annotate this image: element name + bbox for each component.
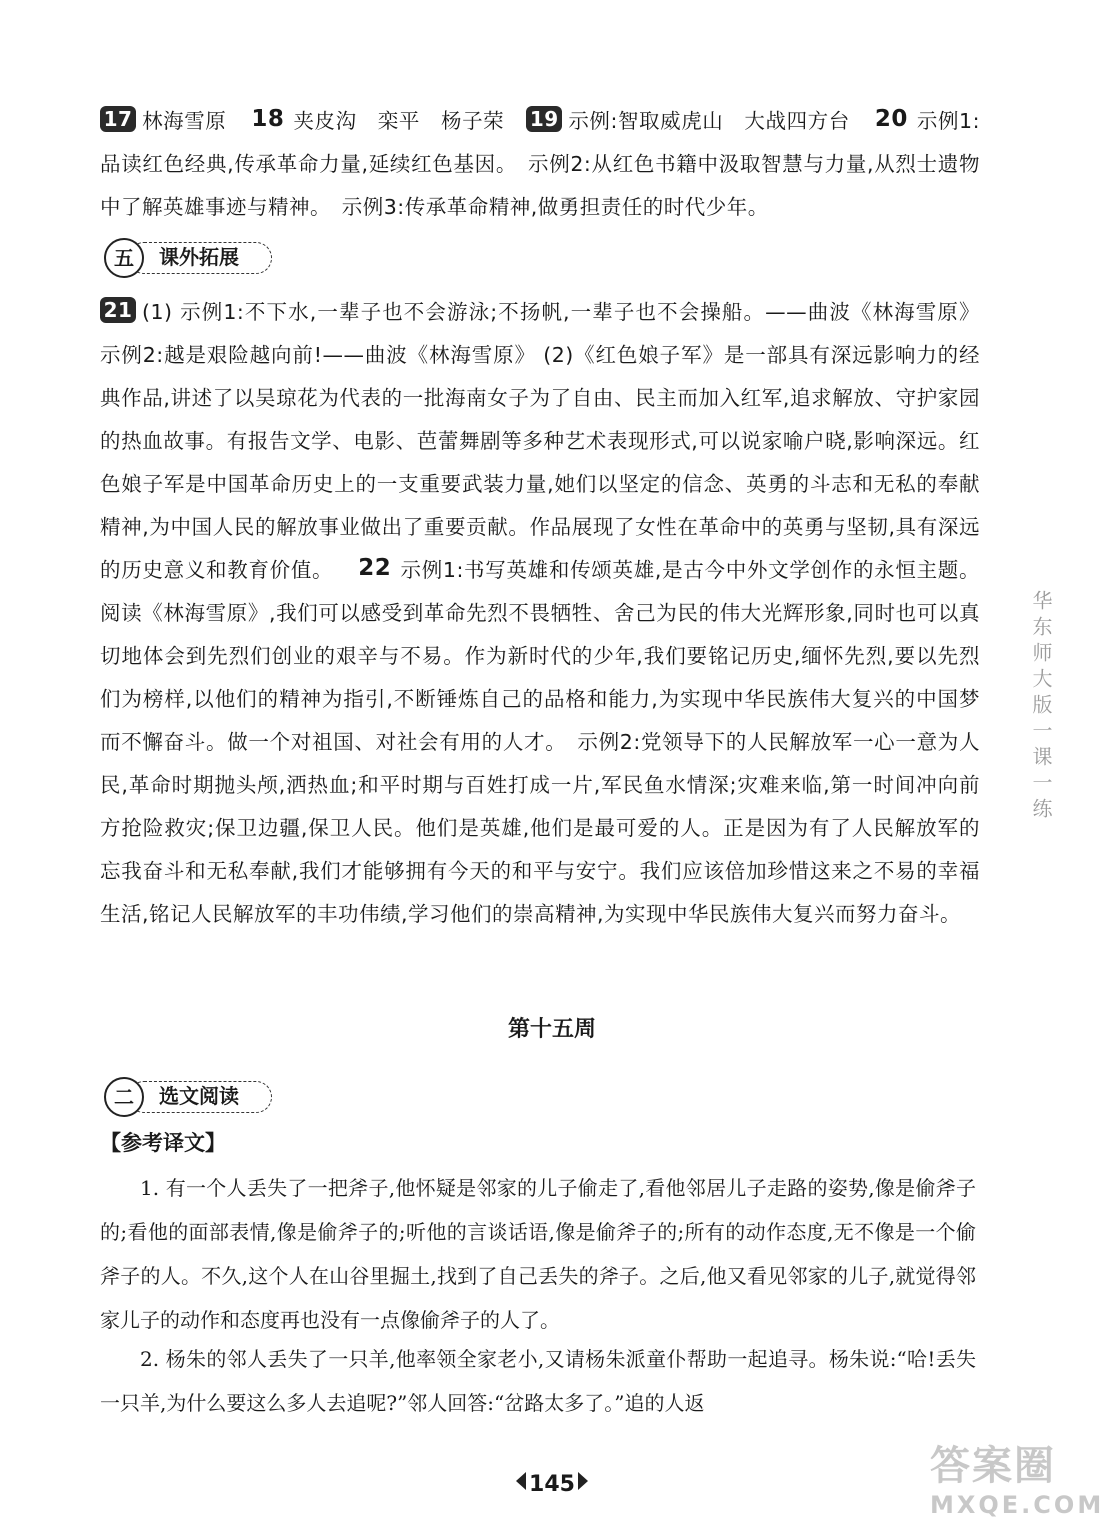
answer-19: 示例:智取威虎山 大战四方台 bbox=[568, 109, 850, 133]
answer-18: 夹皮沟 栾平 杨子荣 bbox=[293, 109, 505, 133]
watermark-line-2: MXQE.COM bbox=[930, 1491, 1104, 1519]
question-badge-17: 17 bbox=[100, 106, 136, 132]
answer-20: 示例1:品读红色经典,传承革命力量,延续红色基因。 示例2:从红色书籍中汲取智慧与力量,从烈士遗物中了解英雄事迹与精神。 示例3:传承革命精神,做勇担责任的时代少年。 bbox=[100, 109, 981, 219]
translation-paragraph-1: 1. 有一个人丢失了一把斧子,他怀疑是邻家的儿子偷走了,看他邻居儿子走路的姿势,像是偷斧子的;看他的面部表情,像是偷斧子的;听他的言谈话语,像是偷斧子的;所有的动作态度,无不像是一个偷斧子的人。不久,这个人在山谷里掘土,找到了自己丢失的斧子。之后,他又看见邻家的儿子,就觉得邻家儿子的动作和态度再也没有一点像偷斧子的人了。 bbox=[100, 1176, 976, 1332]
answer-21: (1) 示例1:不下水,一辈子也不会游泳;不扬帆,一辈子也不会操船。——曲波《林海雪原》 示例2:越是艰险越向前!——曲波《林海雪原》 (2)《红色娘子军》是一部具有深远影响力的经典作品,讲述了以吴琼花为代表的一批海南女子为了自由、民主而加入红军,追求解放、守护家园的热血故事。有报告文学、电影、芭蕾舞剧等多种艺术表现形式,可以说家喻户晓,影响深远。红色娘子军是中国革命历史上的一支重要武装力量,她们以坚定的信念、英勇的斗志和无私的奉献精神,为中国人民的解放事业做出了重要贡献。作品展现了女性在革命中的英勇与坚韧,具有深远的历史意义和教育价值。 bbox=[100, 300, 980, 582]
question-badge-21: 21 bbox=[100, 297, 136, 323]
reference-translation-label: 【参考译文】 bbox=[100, 1131, 226, 1155]
question-badge-18: 18 bbox=[251, 106, 285, 132]
side-series-label: 华东师大版一课一练 bbox=[1029, 590, 1053, 824]
section-number: 二 bbox=[104, 1077, 144, 1117]
answer-17: 林海雪原 bbox=[142, 109, 227, 133]
triangle-left-icon bbox=[516, 1472, 526, 1490]
section-title: 课外拓展 bbox=[128, 242, 272, 274]
answers-17-20 bbox=[100, 100, 980, 229]
watermark-logo bbox=[930, 1442, 1104, 1532]
answer-22: 示例1:书写英雄和传颂英雄,是古今中外文学创作的永恒主题。阅读《林海雪原》,我们可以感受到革命先烈不畏牺牲、舍己为民的伟大光辉形象,同时也可以真切地体会到先烈们创业的艰辛与不易。作为新时代的少年,我们要铭记历史,缅怀先烈,要以先烈们为榜样,以他们的精神为指引,不断锤炼自己的品格和能力,为实现中华民族伟大复兴的中国梦而不懈奋斗。做一个对祖国、对社会有用的人才。 示例2:党领导下的人民解放军一心一意为人民,革命时期抛头颅,洒热血;和平时期与百姓打成一片,军民鱼水情深;灾难来临,第一时间冲向前方抢险救灾;保卫边疆,保卫人民。他们是英雄,他们是最可爱的人。正是因为有了人民解放军的忘我奋斗和无私奉献,我们才能够拥有今天的和平与安宁。我们应该倍加珍惜这来之不易的幸福生活,铭记人民解放军的丰功伟绩,学习他们的崇高精神,为实现中华民族伟大复兴而努力奋斗。 bbox=[100, 558, 981, 926]
watermark-line-1: 答案圈 bbox=[930, 1443, 1056, 1489]
translation-paragraph-2: 2. 杨朱的邻人丢失了一只羊,他率领全家老小,又请杨朱派童仆帮助一起追寻。杨朱说:“哈!丢失一只羊,为什么要这么多人去追呢?”邻人回答:“岔路太多了。”追的人返 bbox=[100, 1347, 976, 1415]
question-badge-19: 19 bbox=[526, 106, 562, 132]
section-number: 五 bbox=[104, 238, 144, 278]
section-title: 选文阅读 bbox=[128, 1081, 272, 1113]
question-badge-20: 20 bbox=[874, 106, 908, 132]
week-title: 第十五周 bbox=[507, 1017, 596, 1042]
page-number-value: 145 bbox=[529, 1472, 575, 1497]
triangle-right-icon bbox=[578, 1472, 588, 1490]
question-badge-22: 22 bbox=[358, 555, 392, 581]
answers-21-22 bbox=[100, 291, 980, 936]
section-header-extension bbox=[104, 238, 274, 278]
section-header-reading bbox=[104, 1077, 274, 1117]
